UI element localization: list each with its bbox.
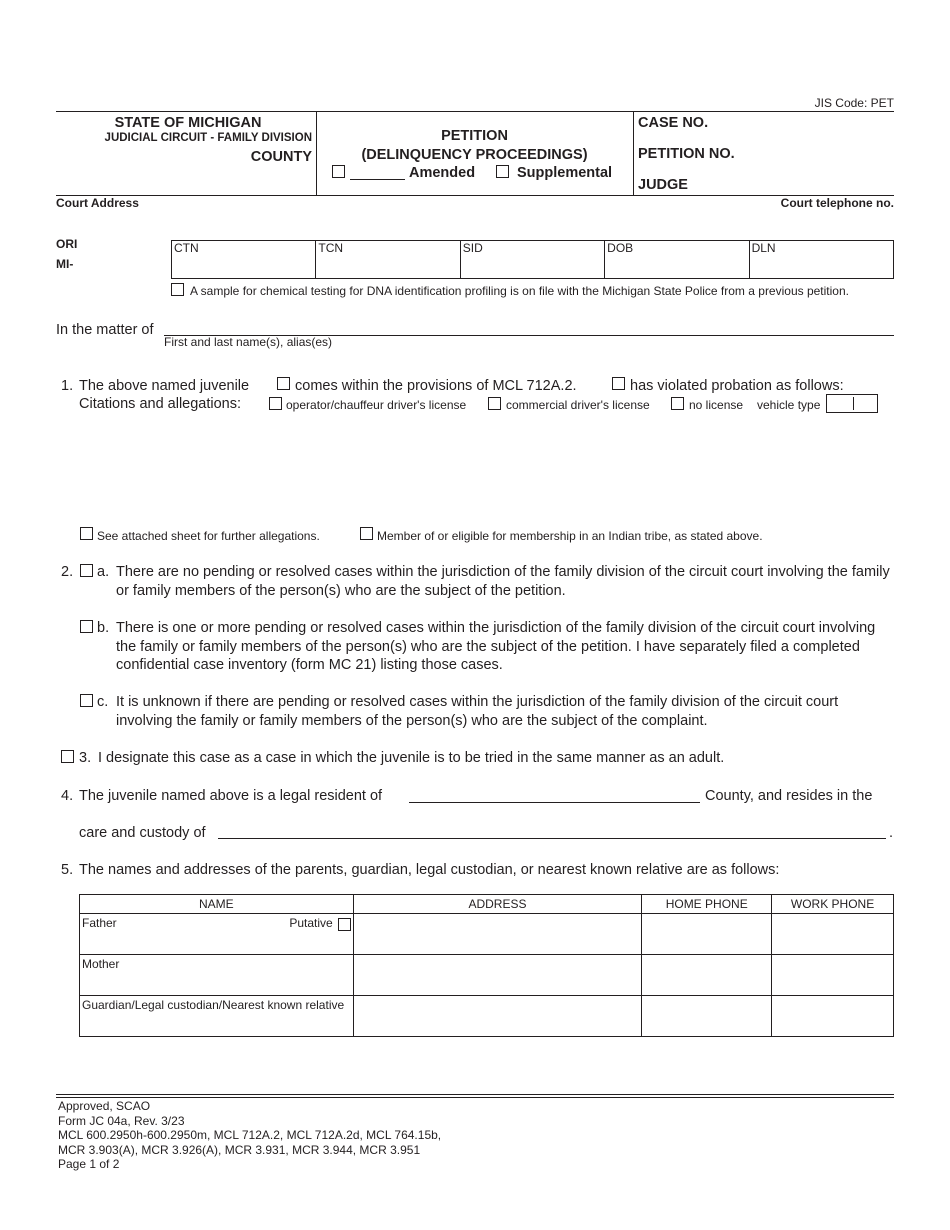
home-phone-header: HOME PHONE: [642, 895, 772, 914]
table-row: [80, 914, 894, 955]
violated-probation-checkbox[interactable]: [612, 377, 625, 390]
see-attached-checkbox[interactable]: [80, 527, 93, 540]
item2a-text: There are no pending or resolved cases within the jurisdiction of the family division of the circuit court involving the family or family members of the person(s) who are the subject of the petition.: [116, 564, 890, 599]
operator-license-checkbox[interactable]: [269, 397, 282, 410]
no-license-label: no license: [689, 398, 744, 412]
item5-text: The names and addresses of the parents, guardian, legal custodian, or nearest known relative are as follows:: [79, 862, 780, 878]
mother-home-phone-cell[interactable]: [642, 955, 772, 996]
item2b-label: b.: [97, 620, 110, 636]
dna-sample-checkbox[interactable]: [171, 283, 184, 296]
tcn-field[interactable]: [316, 241, 460, 279]
within-provisions-label: comes within the provisions of MCL 712A.2.: [295, 378, 577, 394]
item5-number: 5.: [61, 862, 74, 878]
commercial-license-label: commercial driver's license: [506, 398, 650, 412]
citations-label: Citations and allegations:: [79, 396, 242, 412]
adult-designation-checkbox[interactable]: [61, 750, 74, 763]
custody-line[interactable]: [218, 838, 886, 839]
judicial-circuit-label: JUDICIAL CIRCUIT - FAMILY DIVISION: [104, 132, 312, 144]
dln-field[interactable]: [749, 241, 893, 279]
table-row: [80, 955, 894, 996]
footer-mcl-citations: MCL 600.2950h-600.2950m, MCL 712A.2, MCL 712A.2d, MCL 764.15b,: [58, 1128, 442, 1142]
form-subtitle: (DELINQUENCY PROCEEDINGS): [361, 147, 588, 163]
guardian-work-phone-cell[interactable]: [772, 996, 894, 1037]
dob-label: DOB: [607, 241, 634, 255]
mother-work-phone-cell[interactable]: [772, 955, 894, 996]
parents-table: [79, 894, 894, 1037]
father-home-phone-cell[interactable]: [642, 914, 772, 955]
item3-number: 3.: [79, 750, 92, 766]
father-work-phone-cell[interactable]: [772, 914, 894, 955]
supplemental-checkbox[interactable]: [496, 165, 509, 178]
ctn-label: CTN: [174, 241, 199, 255]
state-name: STATE OF MICHIGAN: [114, 115, 262, 131]
putative-label: Putative: [289, 916, 333, 930]
juvenile-name-caption: First and last name(s), alias(es): [164, 335, 333, 349]
item3-text: I designate this case as a case in which the juvenile is to be tried in the same manner as an adult.: [98, 750, 725, 766]
header-top-rule: [56, 111, 894, 112]
item2c-text: It is unknown if there are pending or resolved cases within the jurisdiction of the family division of the circuit court involving the family or family members of the person(s) who are the subject of the complaint.: [116, 694, 839, 729]
name-header: NAME: [80, 895, 354, 914]
indian-tribe-checkbox[interactable]: [360, 527, 373, 540]
item1-number: 1.: [61, 378, 74, 394]
sid-label: SID: [462, 241, 483, 255]
father-label: Father: [82, 916, 117, 930]
amended-label: Amended: [409, 165, 476, 181]
matter-label: In the matter of: [56, 322, 154, 338]
guardian-name-cell[interactable]: [80, 996, 354, 1037]
ctn-field[interactable]: [172, 241, 316, 279]
form-title: PETITION: [441, 128, 508, 144]
amended-checkbox[interactable]: [332, 165, 345, 178]
jis-code: JIS Code: PET: [814, 96, 894, 110]
item2a-label: a.: [97, 564, 110, 580]
work-phone-header: WORK PHONE: [772, 895, 894, 914]
item2b-checkbox[interactable]: [80, 620, 93, 633]
dna-sample-text: A sample for chemical testing for DNA identification profiling is on file with the Michigan State Police from a previous petition.: [190, 284, 849, 298]
sid-field[interactable]: [460, 241, 604, 279]
court-telephone-label: Court telephone no.: [780, 196, 894, 210]
petition-no-field[interactable]: PETITION NO.: [638, 146, 735, 162]
violated-probation-label: has violated probation as follows:: [630, 378, 844, 394]
commercial-license-checkbox[interactable]: [488, 397, 501, 410]
item2b-text: There is one or more pending or resolved cases within the jurisdiction of the family division of the circuit court involving the family or family members of the person(s) who are the subject of the petition. I have separately filed a completed confidential case inventory (form MC 21) listing those cases.: [116, 620, 876, 673]
no-license-checkbox[interactable]: [671, 397, 684, 410]
putative-checkbox[interactable]: [338, 918, 351, 931]
vehicle-type-label: vehicle type: [757, 398, 821, 412]
footer-page-number: Page 1 of 2: [58, 1157, 120, 1171]
item2c-checkbox[interactable]: [80, 694, 93, 707]
footer-rule-2: [56, 1097, 894, 1098]
supplemental-label: Supplemental: [517, 165, 613, 181]
item4-number: 4.: [61, 788, 74, 804]
item1-text: The above named juvenile: [79, 378, 250, 394]
vehicle-type-field[interactable]: [826, 394, 878, 413]
table-row: [80, 996, 894, 1037]
indian-tribe-label: Member of or eligible for membership in an Indian tribe, as stated above.: [377, 529, 763, 543]
item4-county-text: County, and resides in the: [705, 788, 873, 804]
guardian-label: Guardian/Legal custodian/Nearest known relative: [82, 998, 345, 1012]
father-name-cell[interactable]: [80, 914, 354, 955]
guardian-home-phone-cell[interactable]: [642, 996, 772, 1037]
ori-label: ORI: [56, 237, 78, 251]
item2c-label: c.: [97, 694, 109, 710]
case-no-field[interactable]: CASE NO.: [638, 115, 709, 131]
mother-address-cell[interactable]: [353, 955, 642, 996]
allegations-area[interactable]: [79, 418, 894, 518]
footer-approved: Approved, SCAO: [58, 1099, 151, 1113]
dln-label: DLN: [751, 241, 776, 255]
item2-number: 2.: [61, 564, 74, 580]
footer-mcr-citations: MCR 3.903(A), MCR 3.926(A), MCR 3.931, MCR 3.944, MCR 3.951: [58, 1142, 421, 1157]
amended-number-line[interactable]: [350, 179, 405, 180]
county-label: COUNTY: [250, 149, 312, 165]
item4-text: The juvenile named above is a legal resident of: [79, 788, 383, 804]
resident-county-line[interactable]: [409, 802, 700, 803]
header-divider-right: [633, 111, 634, 195]
guardian-address-cell[interactable]: [353, 996, 642, 1037]
custody-period: .: [889, 825, 894, 841]
footer-rule-1: [56, 1094, 894, 1095]
court-address-label: Court Address: [56, 196, 139, 210]
mother-label: Mother: [82, 957, 120, 971]
within-provisions-checkbox[interactable]: [277, 377, 290, 390]
custody-label: care and custody of: [79, 825, 206, 841]
father-address-cell[interactable]: [353, 914, 642, 955]
operator-license-label: operator/chauffeur driver's license: [286, 398, 467, 412]
see-attached-label: See attached sheet for further allegations.: [97, 529, 320, 543]
footer-block: [58, 1099, 441, 1172]
footer-form-number: Form JC 04a, Rev. 3/23: [58, 1113, 185, 1128]
item2a-checkbox[interactable]: [80, 564, 93, 577]
mother-name-cell[interactable]: [80, 955, 354, 996]
judge-field[interactable]: JUDGE: [638, 177, 688, 193]
mi-label: MI-: [56, 257, 74, 271]
vehicle-type-divider: [853, 397, 854, 410]
address-header: ADDRESS: [353, 895, 642, 914]
tcn-label: TCN: [318, 241, 344, 255]
dob-field[interactable]: [605, 241, 749, 279]
identifier-table: [171, 240, 894, 279]
